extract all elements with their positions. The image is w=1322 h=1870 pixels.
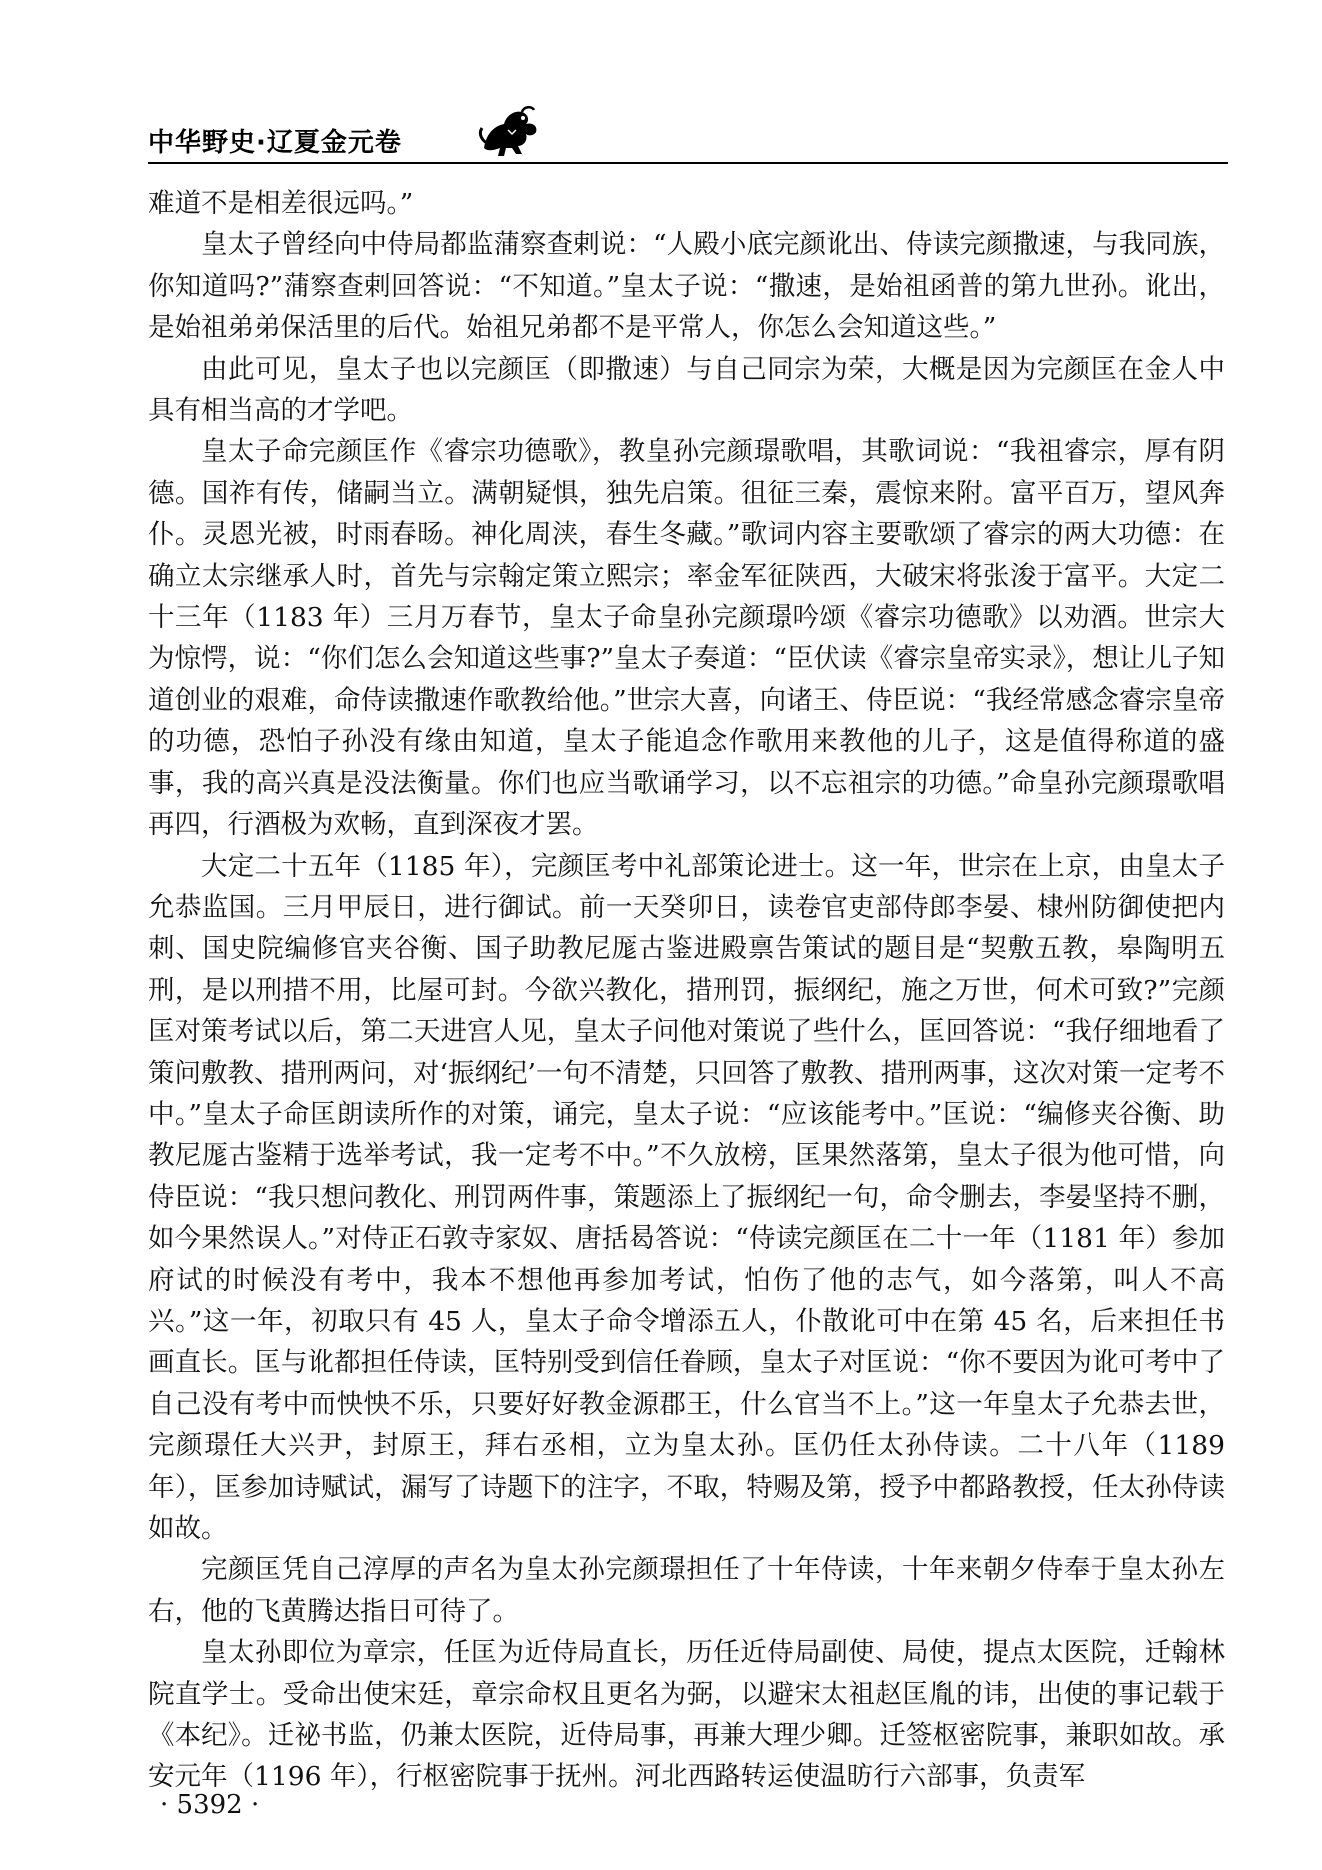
paragraph: 皇太子曾经向中侍局都监蒲察查剌说：“人殿小底完颜讹出、侍读完颜撒速，与我同族，你知道吗?”蒲察查剌回答说：“不知道。”皇太子说：“撒速，是始祖函普的第九世孙。讹出，是始祖弟弟保活里的后代。始祖兄弟都不是平常人，你怎么会知道这些。” (148, 229, 1225, 344)
header-divider (148, 162, 1228, 164)
page-number: · 5392 · (160, 1790, 260, 1820)
dragon-emblem-icon (476, 104, 548, 166)
body-text (148, 183, 1225, 1798)
paragraph: 难道不是相差很远吗。” (148, 188, 414, 219)
paragraph: 由此可见，皇太子也以完颜匡（即撒速）与自己同宗为荣，大概是因为完颜匡在金人中具有相当高的才学吧。 (148, 353, 1225, 427)
paragraph: 皇太孙即位为章宗，任匡为近侍局直长，历任近侍局副使、局使，提点太医院，迁翰林院直学士。受命出使宋廷，章宗命权且更名为弼，以避宋太祖赵匡胤的讳，出使的事记载于《本纪》。迁祕书监，仍兼太医院，近侍局事，再兼大理少卿。迁签枢密院事，兼职如故。承安元年（1196 年），行枢密院事于抚州。河北西路转运使温昉行六部事，负责军 (148, 1637, 1225, 1793)
paragraph: 皇太子命完颜匡作《睿宗功德歌》，教皇孙完颜璟歌唱，其歌词说：“我祖睿宗，厚有阴德。国祚有传，储嗣当立。满朝疑惧，独先启策。徂征三秦，震惊来附。富平百万，望风奔仆。灵恩光被，时雨春旸。神化周浃，春生冬藏。”歌词内容主要歌颂了睿宗的两大功德：在确立太宗继承人时，首先与宗翰定策立熙宗；率金军征陕西，大破宋将张浚于富平。大定二十三年（1183 年）三月万春节，皇太子命皇孙完颜璟吟颂《睿宗功德歌》以劝酒。世宗大为惊愕，说：“你们怎么会知道这些事?”皇太子奏道：“臣伏读《睿宗皇帝实录》，想让儿子知道创业的艰难，命侍读撒速作歌教给他。”世宗大喜，向诸王、侍臣说：“我经常感念睿宗皇帝的功德，恐怕子孙没有缘由知道，皇太子能追念作歌用来教他的儿子，这是值得称道的盛事，我的高兴真是没法衡量。你们也应当歌诵学习，以不忘祖宗的功德。”命皇孙完颜璟歌唱再四，行酒极为欢畅，直到深夜才罢。 (148, 436, 1225, 841)
paragraph: 完颜匡凭自己淳厚的声名为皇太孙完颜璟担任了十年侍读，十年来朝夕侍奉于皇太孙左右，他的飞黄腾达指日可待了。 (148, 1554, 1225, 1627)
paragraph: 大定二十五年（1185 年），完颜匡考中礼部策论进士。这一年，世宗在上京，由皇太子允恭监国。三月甲辰日，进行御试。前一天癸卯日，读卷官吏部侍郎李晏、棣州防御使把内刺、国史院编修官夹谷衡、国子助教尼厖古鉴进殿禀告策试的题目是“契敷五教，皋陶明五刑，是以刑措不用，比屋可封。今欲兴教化，措刑罚，振纲纪，施之万世，何术可致?”完颜匡对策考试以后，第二天进宫人见，皇太子问他对策说了些什么，匡回答说：“我仔细地看了策问敷教、措刑两问，对‘振纲纪’一句不清楚，只回答了敷教、措刑两事，这次对策一定考不中。”皇太子命匡朗读所作的对策，诵完，皇太子说：“应该能考中。”匡说：“编修夹谷衡、助教尼厖古鉴精于选举考试，我一定考不中。”不久放榜，匡果然落第，皇太子很为他可惜，向侍臣说：“我只想问教化、刑罚两件事，策题添上了振纲纪一句，命令删去，李晏坚持不删，如今果然误人。”对侍正石敦寺家奴、唐括曷答说：“侍读完颜匡在二十一年（1181 年）参加府试的时候没有考中，我本不想他再参加考试，怕伤了他的志气，如今落第，叫人不高兴。”这一年，初取只有 45 人，皇太子命令增添五人，仆散讹可中在第 45 名，后来担任书画直长。匡与讹都担任侍读，匡特别受到信任眷顾，皇太子对匡说：“你不要因为讹可考中了自己没有考中而怏怏不乐，只要好好教金源郡王，什么官当不上。”这一年皇太子允恭去世，完颜璟任大兴尹，封原王，拜右丞相，立为皇太孙。匡仍任太孙侍读。二十八年（1189 年），匡参加诗赋试，漏写了诗题下的注字，不取，特赐及第，授予中都路教授，任太孙侍读如故。 (148, 850, 1225, 1544)
header-title: 中华野史·辽夏金元卷 (148, 128, 402, 158)
page-header (148, 104, 1228, 174)
